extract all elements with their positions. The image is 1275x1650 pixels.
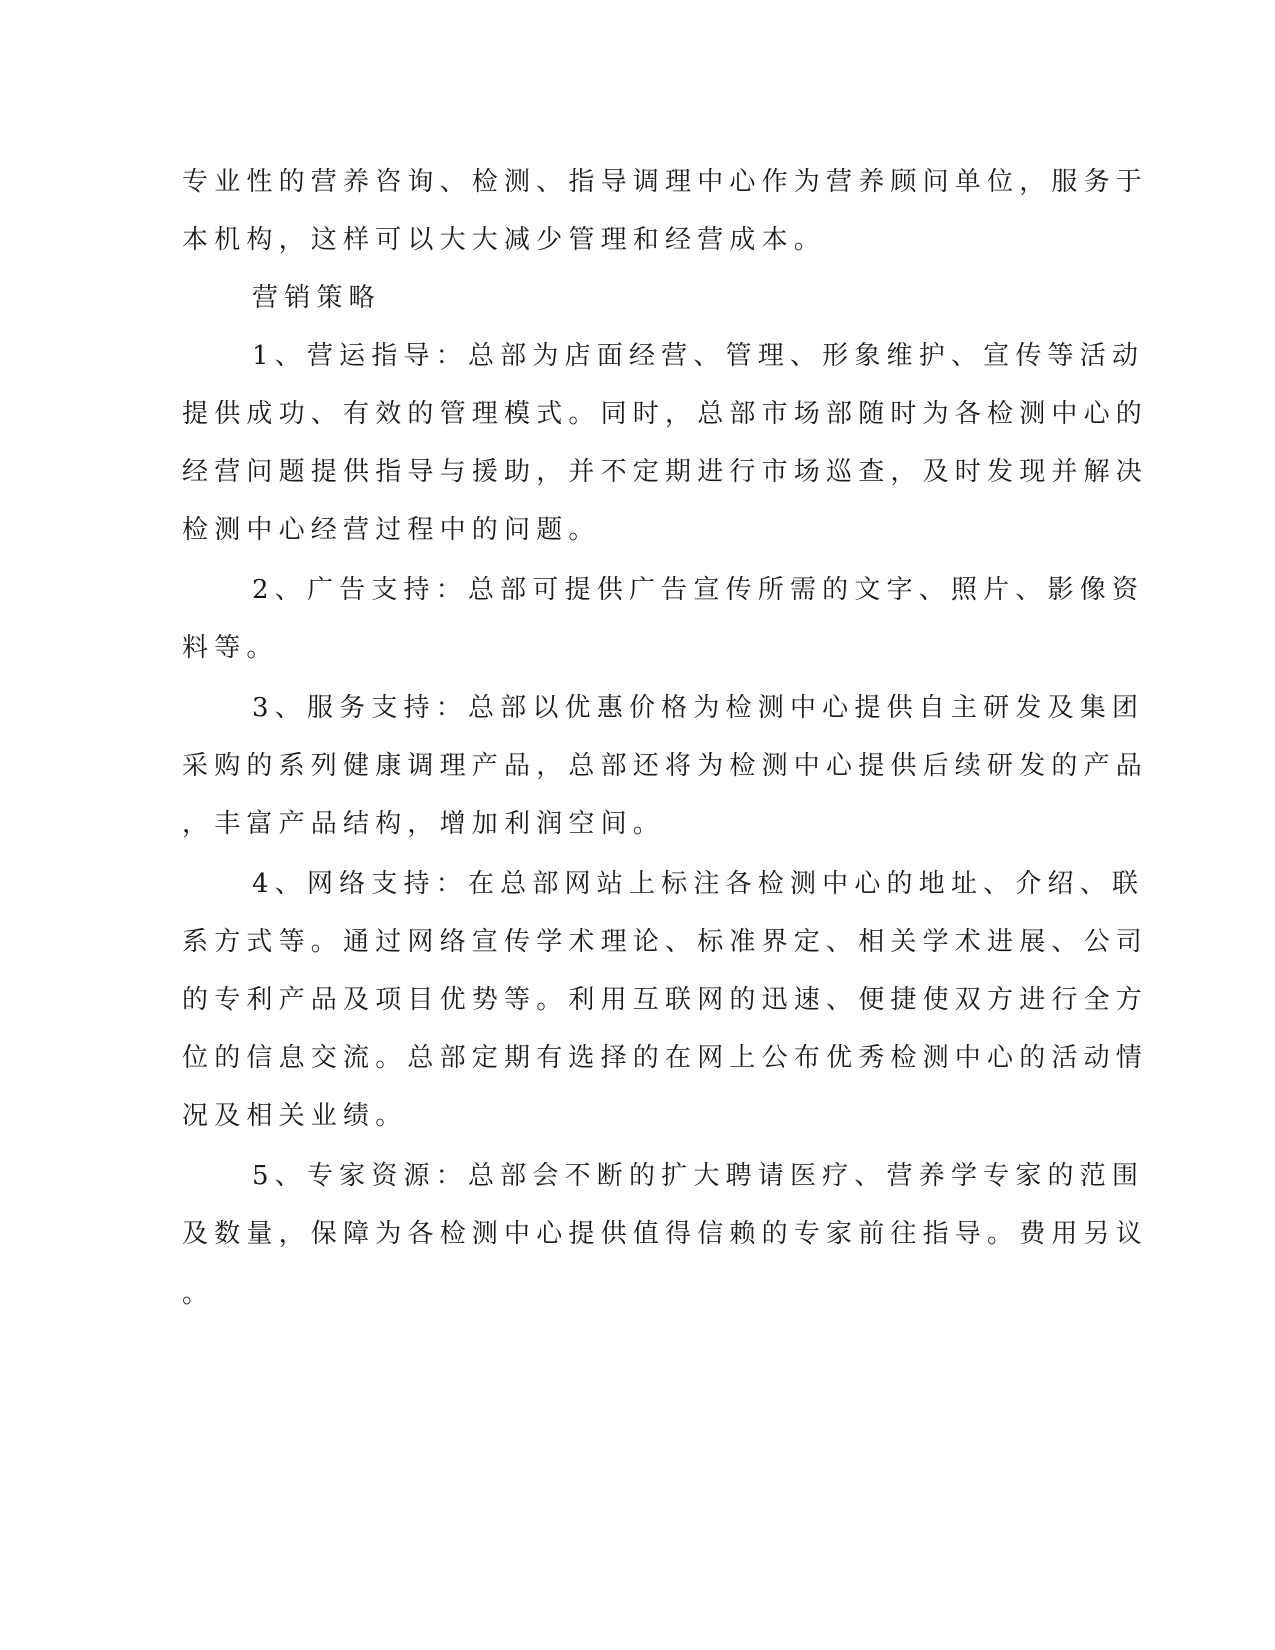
paragraph-line: 系方式等。通过网络宣传学术理论、标准界定、相关学术进展、公司 — [182, 927, 1149, 957]
paragraph-line: 专业性的营养咨询、检测、指导调理中心作为营养顾问单位，服务于 — [182, 167, 1149, 197]
paragraph-line: 3、服务支持：总部以优惠价格为检测中心提供自主研发及集团 — [252, 693, 1145, 723]
paragraph-line: 经营问题提供指导与援助，并不定期进行市场巡查，及时发现并解决 — [182, 457, 1149, 487]
paragraph-line: 4、网络支持：在总部网站上标注各检测中心的地址、介绍、联 — [252, 869, 1145, 899]
paragraph-line: 位的信息交流。总部定期有选择的在网上公布优秀检测中心的活动情 — [182, 1043, 1149, 1073]
paragraph-line: 的专利产品及项目优势等。利用互联网的迅速、便捷使双方进行全方 — [182, 985, 1149, 1015]
paragraph-line: ，丰富产品结构，增加利润空间。 — [182, 809, 666, 839]
section-heading: 营销策略 — [252, 283, 381, 313]
paragraph-line: 。 — [182, 1279, 215, 1309]
paragraph-line: 检测中心经营过程中的问题。 — [182, 515, 601, 545]
paragraph-line: 采购的系列健康调理产品，总部还将为检测中心提供后续研发的产品 — [182, 751, 1149, 781]
paragraph-line: 2、广告支持：总部可提供广告宣传所需的文字、照片、影像资 — [252, 575, 1145, 605]
paragraph-line: 本机构，这样可以大大减少管理和经营成本。 — [182, 225, 827, 255]
paragraph-line: 况及相关业绩。 — [182, 1101, 408, 1131]
paragraph-line: 及数量，保障为各检测中心提供值得信赖的专家前往指导。费用另议 — [182, 1219, 1149, 1249]
paragraph-line: 1、营运指导：总部为店面经营、管理、形象维护、宣传等活动 — [252, 341, 1145, 371]
paragraph-line: 提供成功、有效的管理模式。同时，总部市场部随时为各检测中心的 — [182, 399, 1149, 429]
paragraph-line: 5、专家资源：总部会不断的扩大聘请医疗、营养学专家的范围 — [252, 1161, 1145, 1191]
paragraph-line: 料等。 — [182, 633, 279, 663]
